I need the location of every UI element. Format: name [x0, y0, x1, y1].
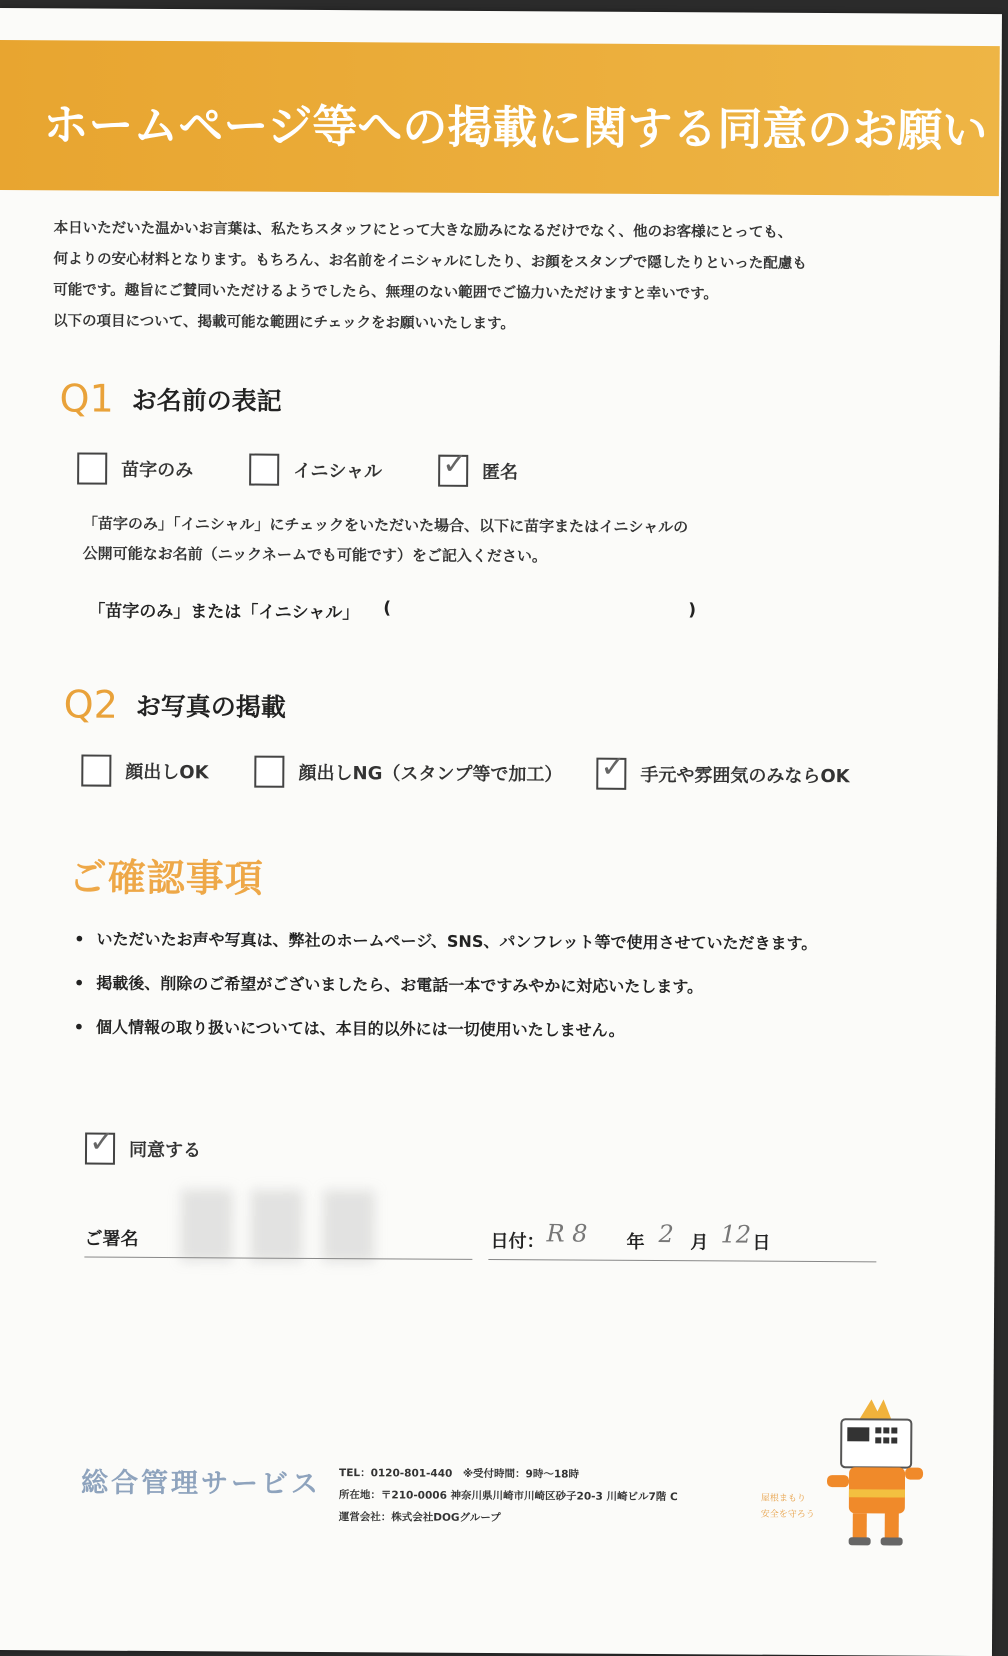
title-banner	[0, 40, 1000, 196]
check-mark-icon: ✓	[442, 446, 468, 482]
tel-line: TEL：0120-801-440 ※受付時間：9時～18時	[339, 1467, 580, 1481]
confirm-heading: ご確認事項	[68, 855, 264, 901]
q2-options	[81, 749, 906, 792]
name-entry-field[interactable]	[88, 597, 708, 626]
checkbox[interactable]	[438, 446, 468, 487]
q2-option-face-ok[interactable]	[81, 755, 208, 788]
checkbox[interactable]	[77, 452, 107, 484]
open-paren: (	[383, 598, 392, 619]
q1-option-surname[interactable]	[77, 452, 193, 485]
q1-options	[77, 446, 574, 487]
date-field[interactable]	[488, 1259, 876, 1262]
q2-option-hands-only[interactable]	[596, 749, 850, 792]
checkbox[interactable]	[249, 454, 279, 486]
q1-title: お名前の表記	[131, 385, 282, 416]
form-title: ホームページ等への掲載に関する同意のお願い	[43, 98, 988, 158]
operator-line: 運営会社：株式会社DOGグループ	[338, 1511, 501, 1525]
note-line: 公開可能なお名前（ニックネームでも可能です）をご記入ください。	[82, 544, 547, 566]
year-unit: 年	[626, 1231, 645, 1253]
q2-title: お写真の掲載	[135, 691, 286, 722]
signature-label: ご署名	[84, 1228, 139, 1250]
day-unit: 日	[752, 1232, 771, 1254]
confirm-item: • いただいたお声や写真は、弊社のホームページ、SNS、パンフレット等で使用させていただきます。	[74, 926, 817, 954]
checkbox[interactable]	[254, 756, 284, 788]
q1-heading	[59, 376, 281, 421]
date-label: 日付：	[490, 1231, 545, 1253]
redacted-signature	[322, 1190, 374, 1262]
option-label: 顔出しNG（スタンプ等で加工）	[298, 762, 563, 786]
note-line: 「苗字のみ」「イニシャル」にチェックをいただいた場合、以下に苗字またはイニシャルの	[82, 514, 689, 537]
q1-option-anonymous[interactable]	[438, 446, 519, 487]
q2-number: Q2	[63, 682, 118, 727]
option-label: 匿名	[482, 461, 519, 484]
address-line: 所在地：〒210-0006 神奈川県川崎市川崎区砂子20-3 川崎ビル7階 C	[338, 1489, 678, 1504]
confirm-item: • 掲載後、削除のご希望がございましたら、お電話一本ですみやかに対応いたします。	[74, 970, 817, 998]
month-handwritten: 2	[658, 1220, 674, 1249]
checkbox[interactable]	[596, 749, 626, 790]
q2-option-face-ng[interactable]	[254, 756, 562, 790]
check-mark-icon: ✓	[600, 749, 626, 785]
redacted-signature	[250, 1190, 302, 1262]
day-handwritten: 12	[720, 1220, 752, 1249]
name-entry-label: 「苗字のみ」または「イニシャル」	[88, 601, 360, 624]
year-handwritten: R 8	[546, 1219, 588, 1248]
q2-heading	[64, 682, 286, 727]
option-label: イニシャル	[293, 460, 383, 483]
q1-number: Q1	[59, 376, 114, 421]
intro-line: 本日いただいた温かいお言葉は、私たちスタッフにとって大きな励みになるだけでなく、他のお客様にとっても、	[53, 220, 793, 241]
intro-text	[53, 213, 934, 342]
consent-form-sheet	[0, 8, 1002, 1656]
signature-row	[84, 1209, 884, 1270]
agree-checkbox-row[interactable]	[85, 1124, 202, 1166]
confirm-item: • 個人情報の取り扱いについては、本目的以外には一切使用いたしません。	[74, 1014, 817, 1042]
intro-line: 何よりの安心材料となります。もちろん、お名前をイニシャルにしたり、お顔をスタンプで隠したりといった配慮も	[53, 251, 807, 272]
q1-note	[83, 509, 689, 573]
close-paren: )	[688, 600, 697, 621]
intro-line: 可能です。趣旨にご賛同いただけるようでしたら、無理のない範囲でご協力いただけますと幸いです。	[53, 282, 719, 303]
agree-checkbox[interactable]	[85, 1124, 115, 1165]
option-label: 顔出しOK	[125, 761, 209, 784]
mascot-caption-line: 安全を守ろう	[760, 1509, 815, 1521]
month-unit: 月	[690, 1232, 709, 1254]
mascot-caption-line: 屋根まもり	[760, 1493, 806, 1504]
mascot-caption	[761, 1491, 815, 1523]
q1-option-initial[interactable]	[249, 454, 382, 487]
company-logo: 総合管理サービス	[80, 1467, 322, 1500]
confirm-list	[74, 926, 818, 1063]
checkbox[interactable]	[81, 755, 111, 787]
mascot-icon	[819, 1397, 930, 1548]
intro-line: 以下の項目について、掲載可能な範囲にチェックをお願いいたします。	[53, 313, 515, 333]
agree-label: 同意する	[128, 1139, 202, 1162]
option-label: 手元や雰囲気のみならOK	[640, 764, 850, 788]
option-label: 苗字のみ	[121, 459, 194, 482]
check-mark-icon: ✓	[88, 1124, 115, 1160]
company-info	[339, 1462, 678, 1530]
redacted-signature	[180, 1189, 232, 1261]
